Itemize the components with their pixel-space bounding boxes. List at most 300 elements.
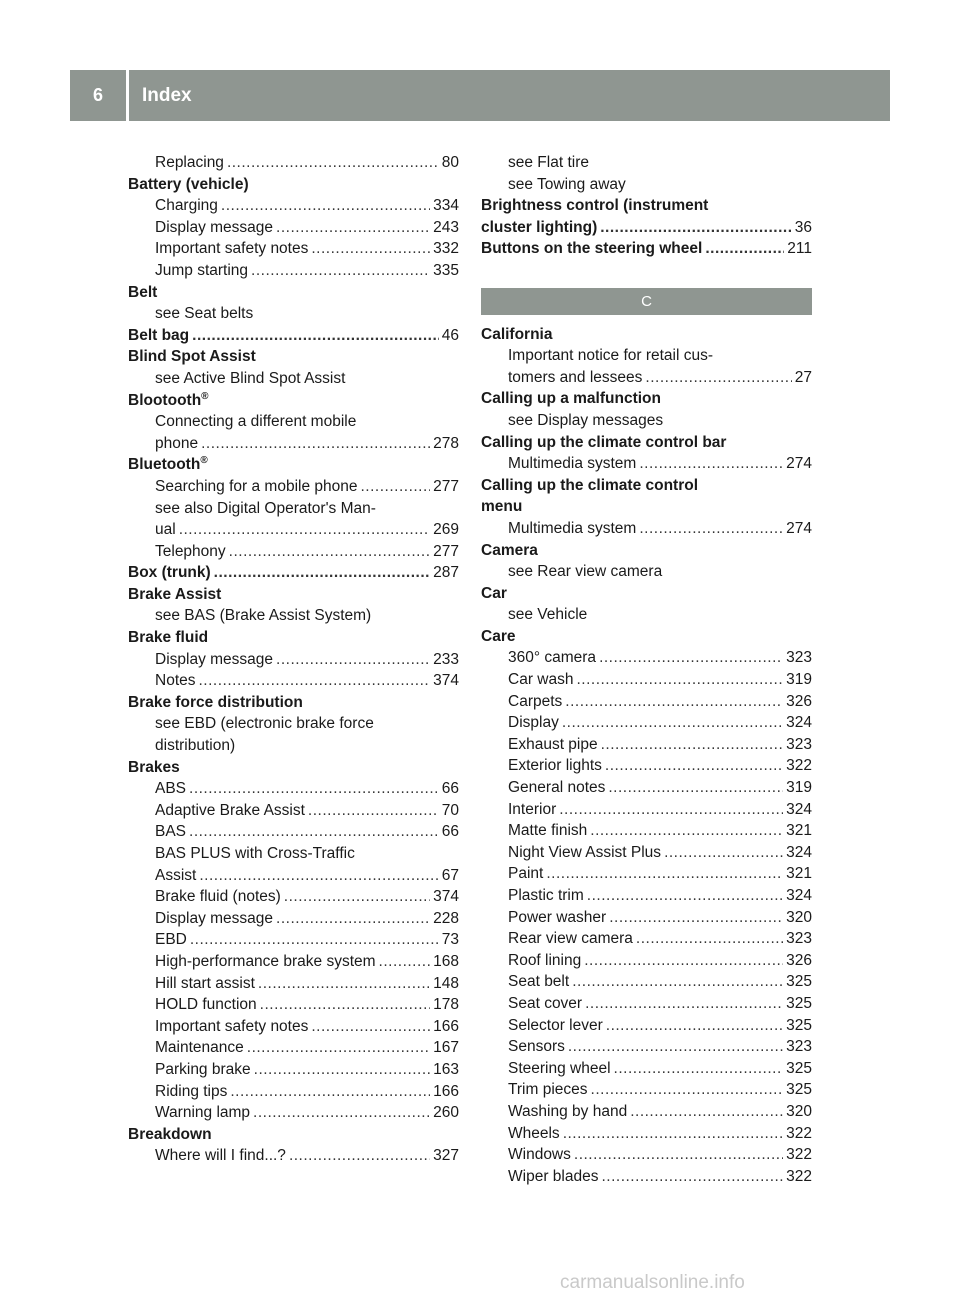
entry-text: 360° camera: [508, 649, 597, 667]
index-subentry: [128, 821, 459, 843]
dot-leader: [284, 886, 430, 908]
dot-leader: [230, 1081, 430, 1103]
dot-leader: [606, 1015, 783, 1037]
page-reference: 325: [786, 1016, 812, 1034]
index-subentry: [128, 303, 459, 325]
index-subentry: [481, 842, 812, 864]
page-reference: 233: [433, 650, 459, 668]
page-reference: 327: [433, 1147, 459, 1165]
entry-text: EBD: [155, 931, 187, 949]
dot-leader: [253, 1102, 430, 1124]
index-subentry: [481, 518, 812, 540]
entry-text: Maintenance: [155, 1039, 244, 1057]
index-subentry: [481, 820, 812, 842]
entry-text: BAS: [155, 823, 187, 841]
entry-text: Adaptive Brake Assist: [155, 801, 305, 819]
entry-text: Trim pieces: [508, 1081, 588, 1099]
entry-text: Windows: [508, 1146, 571, 1164]
page-reference: 374: [433, 888, 459, 906]
index-subentry: [128, 1102, 459, 1124]
index-subentry: [481, 1101, 812, 1123]
entry-text: Connecting a different mobile: [155, 413, 357, 431]
entry-text: Wiper blades: [508, 1167, 599, 1185]
page-reference: 323: [786, 735, 812, 753]
dot-leader: [201, 433, 430, 455]
dot-leader: [190, 929, 439, 951]
dot-leader: [258, 973, 430, 995]
index-subentry: [128, 1059, 459, 1081]
page-reference: 163: [433, 1060, 459, 1078]
index-heading: [128, 282, 459, 304]
entry-text: Calling up a malfunction: [481, 390, 661, 408]
index-heading: [128, 346, 459, 368]
page-reference: 274: [786, 519, 812, 537]
page-reference: 322: [786, 1146, 812, 1164]
dot-leader: [276, 908, 430, 930]
page-reference: 322: [786, 1124, 812, 1142]
index-heading: [128, 757, 459, 779]
page-reference: 243: [433, 218, 459, 236]
entry-text: Washing by hand: [508, 1102, 628, 1120]
entry-text: Calling up the climate control: [481, 476, 699, 494]
entry-text: Jump starting: [155, 261, 249, 279]
dot-leader: [247, 1037, 430, 1059]
entry-text: ual: [155, 521, 176, 539]
index-heading: [128, 390, 459, 412]
index-subentry: [128, 670, 459, 692]
index-subentry: [128, 843, 459, 865]
index-heading: [481, 540, 812, 562]
dot-leader: [189, 821, 439, 843]
dot-leader: [601, 1166, 783, 1188]
entry-text: Display: [508, 714, 559, 732]
index-subentry: [128, 519, 459, 541]
dot-leader: [568, 1036, 783, 1058]
page-reference: 325: [786, 994, 812, 1012]
entry-text: Display message: [155, 218, 274, 236]
entry-text: tomers and lessees: [508, 368, 643, 386]
index-heading: [128, 562, 459, 584]
page-reference: 67: [441, 866, 459, 884]
entry-text: HOLD function: [155, 996, 257, 1014]
page-reference: 166: [433, 1082, 459, 1100]
index-subentry: [481, 647, 812, 669]
index-subentry: [128, 929, 459, 951]
index-subentry: [481, 1079, 812, 1101]
index-subentry: [128, 238, 459, 260]
entry-text: Blootooth®: [128, 390, 209, 409]
entry-text: Belt bag: [128, 326, 190, 344]
entry-text: Parking brake: [155, 1060, 251, 1078]
entry-text: Battery (vehicle): [128, 175, 249, 193]
entry-text: Brakes: [128, 758, 180, 776]
entry-text: Replacing: [155, 154, 224, 171]
dot-leader: [562, 712, 783, 734]
dot-leader: [590, 820, 783, 842]
index-group-c: [481, 324, 812, 1188]
page-reference: 274: [786, 455, 812, 473]
index-subentry: [481, 152, 812, 174]
page-reference: 168: [433, 952, 459, 970]
page-reference: 36: [794, 218, 812, 236]
index-subentry: [481, 971, 812, 993]
entry-text: Breakdown: [128, 1125, 212, 1143]
index-subentry: [481, 561, 812, 583]
dot-leader: [214, 562, 430, 584]
entry-text: Display message: [155, 650, 274, 668]
index-heading: [481, 238, 812, 260]
index-subentry: [481, 928, 812, 950]
dot-leader: [260, 994, 430, 1016]
dot-leader: [591, 1079, 784, 1101]
dot-leader: [251, 260, 430, 282]
entry-text: Notes: [155, 672, 196, 690]
index-subentry: [128, 260, 459, 282]
index-subentry: [481, 669, 812, 691]
page-reference: 80: [441, 154, 459, 171]
dot-leader: [289, 1145, 430, 1167]
page-reference: 27: [794, 368, 812, 386]
index-subentry: [128, 800, 459, 822]
entry-text: Plastic trim: [508, 887, 584, 904]
entry-text: Seat belt: [508, 973, 570, 991]
index-subentry: [128, 368, 459, 390]
entry-text: see Towing away: [508, 175, 626, 193]
index-subentry: [481, 712, 812, 734]
page-reference: 321: [786, 822, 812, 840]
index-heading: [481, 217, 812, 239]
page-reference: 374: [433, 672, 459, 690]
page-number: 6: [92, 85, 103, 105]
index-subentry: [128, 217, 459, 239]
page-reference: 277: [433, 542, 459, 560]
dot-leader: [179, 519, 430, 541]
page-reference: 278: [433, 434, 459, 452]
entry-text: cluster lighting): [481, 218, 598, 236]
dot-leader: [585, 993, 783, 1015]
dot-leader: [584, 950, 783, 972]
index-subentry: [128, 713, 459, 735]
entry-text: see Vehicle: [508, 606, 588, 624]
dot-leader: [645, 367, 791, 389]
entry-text: Exhaust pipe: [508, 735, 598, 753]
index-subentry: [481, 1144, 812, 1166]
page-title: Index: [142, 84, 192, 106]
index-subentry: [128, 865, 459, 887]
entry-text: Hill start assist: [155, 974, 255, 992]
entry-text: see Flat tire: [508, 154, 589, 171]
index-subentry: [481, 1123, 812, 1145]
entry-text: Night View Assist Plus: [508, 843, 662, 861]
dot-leader: [361, 476, 431, 498]
entry-text: BAS PLUS with Cross-Traffic: [155, 845, 355, 862]
page-reference: 320: [786, 908, 812, 926]
entry-text: Charging: [155, 197, 218, 215]
dot-leader: [199, 670, 431, 692]
dot-leader: [587, 885, 783, 907]
page-reference: 46: [441, 326, 459, 344]
entry-text: Sensors: [508, 1038, 565, 1056]
dot-leader: [572, 971, 783, 993]
entry-text: see Rear view camera: [508, 563, 663, 581]
index-subentry: [481, 604, 812, 626]
index-heading: [128, 627, 459, 649]
entry-text: Multimedia system: [508, 519, 637, 537]
dot-leader: [192, 325, 439, 347]
page-reference: 148: [433, 974, 459, 992]
entry-text: ABS: [155, 780, 187, 798]
page-header: [70, 70, 890, 121]
entry-text: Selector lever: [508, 1016, 603, 1034]
index-heading: [481, 388, 812, 410]
index-subentry: [481, 799, 812, 821]
index-subentry: [481, 345, 812, 367]
index-subentry: [481, 885, 812, 907]
index-heading: [128, 325, 459, 347]
dot-leader: [705, 238, 784, 260]
index-subentry: [481, 410, 812, 432]
entry-text: Paint: [508, 865, 544, 883]
dot-leader: [600, 217, 792, 239]
dot-leader: [614, 1058, 784, 1080]
entry-text: Warning lamp: [155, 1104, 251, 1122]
entry-text: Brake Assist: [128, 585, 222, 603]
index-subentry: [128, 994, 459, 1016]
entry-text: Brake fluid (notes): [155, 888, 281, 906]
page-reference: 325: [786, 973, 812, 991]
index-heading: [481, 475, 812, 497]
page-reference: 287: [433, 564, 459, 582]
index-subentry: [481, 1015, 812, 1037]
page-reference: 228: [433, 909, 459, 927]
entry-text: Wheels: [508, 1124, 560, 1142]
entry-text: Brake force distribution: [128, 693, 303, 711]
entry-text: Multimedia system: [508, 455, 637, 473]
entry-text: phone: [155, 434, 199, 452]
dot-leader: [189, 778, 439, 800]
index-heading: [481, 432, 812, 454]
entry-text: Exterior lights: [508, 757, 602, 775]
entry-text: Power washer: [508, 908, 607, 926]
page-reference: 260: [433, 1104, 459, 1122]
entry-text: see also Digital Operator's Man-: [155, 499, 376, 517]
dot-leader: [664, 842, 783, 864]
index-subentry: [481, 174, 812, 196]
index-heading: [481, 626, 812, 648]
page-reference: 324: [786, 800, 812, 818]
entry-text: Important safety notes: [155, 240, 309, 258]
entry-text: see BAS (Brake Assist System): [155, 607, 372, 625]
index-subentry: [128, 1081, 459, 1103]
page-reference: 269: [433, 521, 459, 539]
index-subentry: [128, 1145, 459, 1167]
entry-text: Blind Spot Assist: [128, 348, 256, 366]
page-reference: 323: [786, 1038, 812, 1056]
index-subentry: [128, 605, 459, 627]
entry-text: see EBD (electronic brake force: [155, 715, 374, 733]
entry-text: Seat cover: [508, 994, 583, 1012]
dot-leader: [546, 863, 783, 885]
page-reference: 321: [786, 865, 812, 883]
dot-leader: [311, 238, 430, 260]
entry-text: California: [481, 325, 553, 343]
index-subentry: [481, 863, 812, 885]
index-subentry: [128, 735, 459, 757]
page-reference: 332: [433, 240, 459, 258]
index-subentry: [481, 367, 812, 389]
entry-text: see Active Blind Spot Assist: [155, 369, 346, 387]
dot-leader: [639, 453, 783, 475]
page-reference: 323: [786, 930, 812, 948]
index-subentry: [481, 1036, 812, 1058]
index-subentry: [128, 1016, 459, 1038]
dot-leader: [608, 777, 783, 799]
section-letter-bar: C: [481, 288, 812, 315]
entry-text: Bluetooth®: [128, 455, 208, 474]
page-reference: 334: [433, 197, 459, 215]
page-reference: 324: [786, 887, 812, 904]
page-reference: 324: [786, 714, 812, 732]
page-reference: 324: [786, 843, 812, 861]
index-subentry: [481, 734, 812, 756]
dot-leader: [308, 800, 439, 822]
page-reference: 319: [786, 671, 812, 689]
page-reference: 322: [786, 757, 812, 775]
index-heading: [128, 1124, 459, 1146]
page-reference: 167: [433, 1039, 459, 1057]
dot-leader: [565, 691, 783, 713]
entry-text: Camera: [481, 541, 538, 559]
index-column-left: [128, 152, 459, 1167]
section-spacer: [481, 260, 812, 282]
dot-leader: [276, 649, 430, 671]
page-reference: 277: [433, 477, 459, 495]
entry-text: High-performance brake system: [155, 952, 376, 970]
registered-mark: ®: [200, 455, 208, 467]
entry-text: Buttons on the steering wheel: [481, 240, 703, 258]
page-reference: 326: [786, 951, 812, 969]
entry-text: Riding tips: [155, 1082, 228, 1100]
entry-text: see Display messages: [508, 411, 664, 429]
index-group-b-continued: [481, 152, 812, 260]
index-heading: [128, 454, 459, 476]
entry-text: Matte finish: [508, 822, 588, 840]
dot-leader: [599, 647, 783, 669]
entry-text: Brake fluid: [128, 629, 209, 647]
entry-text: Steering wheel: [508, 1059, 611, 1077]
index-heading: [128, 584, 459, 606]
index-heading: [128, 692, 459, 714]
page-reference: 325: [786, 1059, 812, 1077]
entry-text: Assist: [155, 866, 197, 884]
entry-text: Calling up the climate control bar: [481, 433, 727, 451]
page-reference: 325: [786, 1081, 812, 1099]
page-reference: 319: [786, 779, 812, 797]
entry-text: Where will I find...?: [155, 1147, 286, 1165]
dot-leader: [576, 669, 783, 691]
dot-leader: [379, 951, 431, 973]
page-reference: 323: [786, 649, 812, 667]
dot-leader: [563, 1123, 783, 1145]
page-reference: 66: [441, 823, 459, 841]
entry-text: Telephony: [155, 542, 226, 560]
entry-text: see Seat belts: [155, 305, 254, 323]
entry-text: Belt: [128, 283, 158, 301]
entry-text: Box (trunk): [128, 564, 211, 582]
entry-text: Car: [481, 584, 507, 602]
index-subentry: [481, 907, 812, 929]
entry-text: Important notice for retail cus-: [508, 347, 714, 365]
index-subentry: [481, 691, 812, 713]
dot-leader: [630, 1101, 783, 1123]
page-reference: 166: [433, 1017, 459, 1035]
entry-text: distribution): [155, 737, 236, 755]
entry-text: Important safety notes: [155, 1017, 309, 1035]
dot-leader: [227, 152, 439, 174]
entry-text: Display message: [155, 909, 274, 927]
index-subentry: [128, 433, 459, 455]
index-subentry: [128, 541, 459, 563]
page-reference: 211: [787, 240, 812, 258]
entry-text: Roof lining: [508, 951, 582, 969]
index-heading: [481, 324, 812, 346]
index-subentry: [481, 1166, 812, 1188]
index-subentry: [481, 755, 812, 777]
index-subentry: [128, 411, 459, 433]
index-heading: [481, 496, 812, 518]
page-reference: 70: [441, 801, 459, 819]
index-subentry: [128, 908, 459, 930]
registered-mark: ®: [201, 390, 209, 402]
index-subentry: [128, 951, 459, 973]
page-reference: 326: [786, 692, 812, 710]
dot-leader: [276, 217, 430, 239]
page-reference: 66: [441, 780, 459, 798]
index-subentry: [128, 973, 459, 995]
index-subentry: [128, 649, 459, 671]
dot-leader: [229, 541, 430, 563]
index-heading: [481, 195, 812, 217]
index-column-right: [481, 152, 812, 1187]
entry-text: menu: [481, 498, 523, 516]
index-heading: [481, 583, 812, 605]
index-subentry: [481, 993, 812, 1015]
page-reference: 322: [786, 1167, 812, 1185]
index-subentry: [128, 152, 459, 174]
index-subentry: [481, 1058, 812, 1080]
index-subentry: [128, 778, 459, 800]
dot-leader: [574, 1144, 783, 1166]
index-subentry: [128, 1037, 459, 1059]
dot-leader: [601, 734, 784, 756]
dot-leader: [609, 907, 783, 929]
dot-leader: [221, 195, 430, 217]
entry-text: Rear view camera: [508, 930, 633, 948]
entry-text: Car wash: [508, 671, 574, 689]
entry-text: General notes: [508, 779, 606, 797]
dot-leader: [559, 799, 783, 821]
index-subentry: [128, 498, 459, 520]
dot-leader: [199, 865, 438, 887]
page-reference: 73: [441, 931, 459, 949]
entry-text: Searching for a mobile phone: [155, 477, 358, 495]
entry-text: Carpets: [508, 692, 563, 710]
dot-leader: [605, 755, 783, 777]
dot-leader: [636, 928, 783, 950]
entry-text: Care: [481, 627, 516, 645]
entry-text: Brightness control (instrument: [481, 197, 709, 215]
page-reference: 178: [433, 996, 459, 1014]
